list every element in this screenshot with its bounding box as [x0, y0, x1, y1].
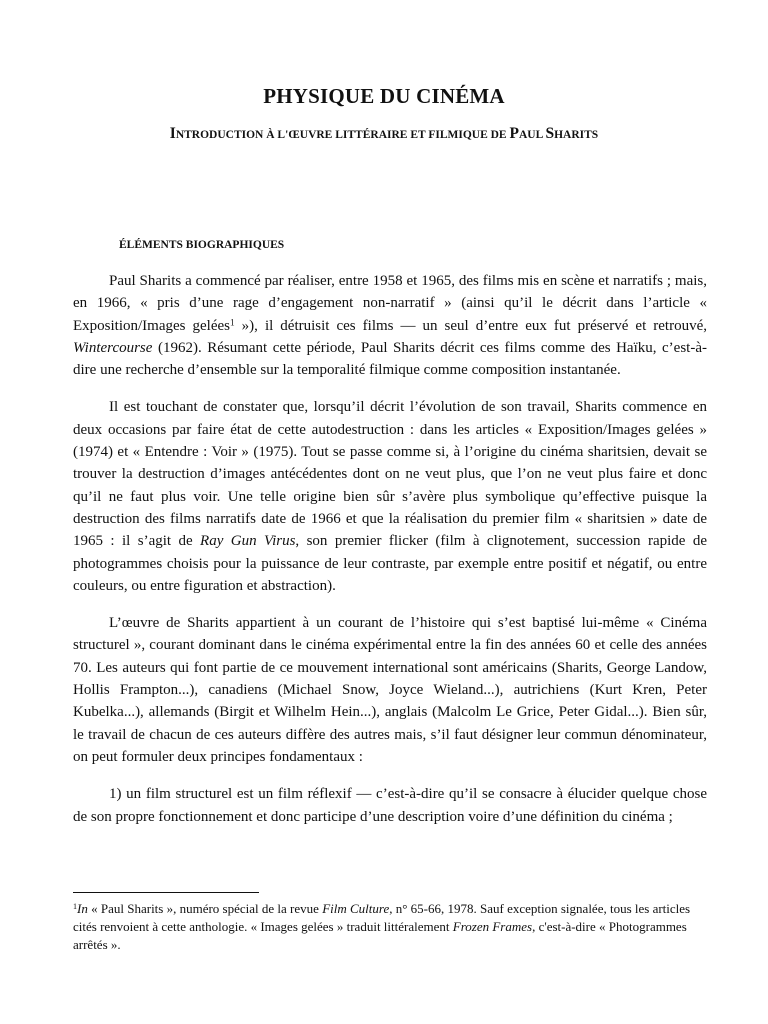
paragraph-2-text-b: , son premier flicker (film à clignotement, succession rapide de photogrammes choisis pour la puissance de leur contraste, par exemple entre positif et négatif, ou entre couleurs, ou entre figuration et abstraction). — [73, 533, 707, 594]
footnote-italic-film-culture: Film Culture — [322, 901, 390, 916]
subtitle-cap-p: P — [509, 125, 519, 142]
paragraph-1-text-c: (1962). Résumant cette période, Paul Sharits décrit ces films comme des Haïku, c’est-à-dire une recherche d’ensemble sur la temporalité filmique comme composition instantanée. — [73, 339, 707, 379]
film-title-ray-gun-virus: Ray Gun Virus — [200, 533, 296, 550]
footnote-text-a: « Paul Sharits », numéro spécial de la revue — [87, 901, 323, 916]
paragraph-3: L’œuvre de Sharits appartient à un courant de l’histoire qui s’est baptisé lui-même « Cinéma structurel », courant dominant dans le cinéma expérimental entre la fin des années 60 et celle des années 70. Les auteurs qui font partie de ce mouvement international sont américains (Sharits, George Landow, Hollis Frampton...), canadiens (Michael Snow, Joyce Wieland...), autrichiens (Kurt Kren, Peter Kubelka...), allemands (Birgit et Wilhelm Hein...), anglais (Malcolm Le Grice, Peter Gidal...). Bien sûr, le travail de chacun de ces auteurs diffère des autres mais, s’il faut désigner leur commun dénominateur, on peut formuler deux principes fondamentaux : — [73, 615, 707, 765]
subtitle-cap-i: I — [169, 125, 176, 142]
paragraph-2-text-a: Il est touchant de constater que, lorsqu’il décrit l’évolution de son travail, Sharits commence en deux occasions par faire état de cette autodestruction : dans les articles « Exposition/Images gelées » (1974) et « Entendre : Voir » (1975). Tout se passe comme si, à l’origine du cinéma sharitsien, devait se trouver la destruction d’images antécédentes dont on ne veut plus, que l’on ne veut plus faire et donc qu’il ne faut plus voir. Une telle origine bien sûr s’avère plus symbolique qu’effective puisque la destruction des films narratifs date de 1966 et que la réalisation du premier film « sharitsien » date de 1965 : il s’agit de — [73, 399, 707, 550]
footnote-text-b: , n° 65-66, 1978. Sauf exception signalée, tous les articles cités renvoient à cette anthologie. « Images gelées » traduit littéralement — [73, 901, 691, 934]
paragraph-4: 1) un film structurel est un film réflexif — c’est-à-dire qu’il se consacre à élucider quelque chose de son propre fonctionnement et donc participe d’une description voire d’une définition du cinéma ; — [73, 786, 707, 825]
footnote-marker: 1 — [73, 901, 78, 911]
paragraph-1 — [73, 270, 707, 381]
footnote-reference: 1 — [230, 317, 235, 328]
subtitle-part-2: AUL — [518, 129, 546, 141]
footnote-italic-frozen-frames: Frozen Frames — [452, 919, 533, 934]
page-subtitle — [0, 125, 768, 143]
paragraph-1-text-a: Paul Sharits a commencé par réaliser, entre 1958 et 1965, des films mis en scène et narratifs ; mais, en 1966, « pris d’une rage d’engagement non-narratif » (ainsi qu’il le décrit dans l’article « Exposition/Images gelées — [73, 273, 707, 334]
subtitle-part-3: HARITS — [554, 129, 599, 141]
subtitle-cap-s: S — [545, 125, 555, 142]
paragraph-1-text-b: »), il détruisit ces films — un seul d’entre eux fut préservé et retrouvé, — [234, 317, 707, 334]
page-title: PHYSIQUE DU CINÉMA — [263, 84, 505, 108]
paragraph-2 — [73, 396, 707, 597]
footnote-italic-in: In — [77, 901, 88, 916]
footnote-divider — [73, 892, 259, 893]
footnote-text-c: , c'est-à-dire « Photogrammes arrêtés ». — [73, 919, 687, 952]
body-text — [73, 270, 707, 843]
subtitle-part-1: NTRODUCTION À L'ŒUVRE LITTÉRAIRE ET FILMIQUE DE — [175, 129, 510, 141]
film-title-wintercourse: Wintercourse — [73, 339, 153, 356]
footnote — [73, 900, 707, 954]
section-heading: ÉLÉMENTS BIOGRAPHIQUES — [119, 239, 285, 251]
